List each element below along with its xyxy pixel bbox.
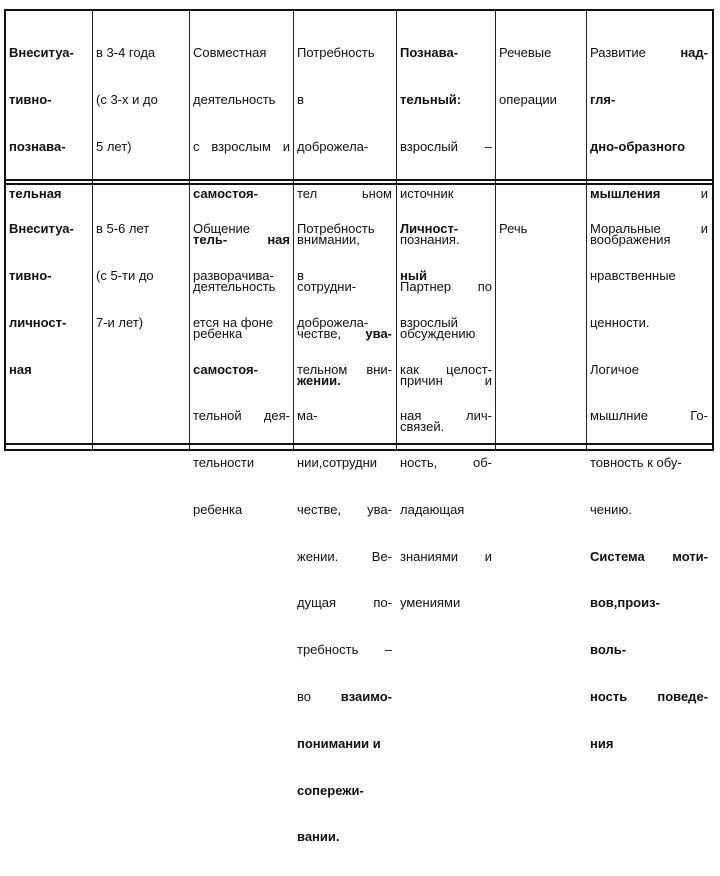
text-line (297, 689, 392, 705)
word: причин (400, 372, 443, 388)
text-line (590, 221, 708, 237)
word: тельный: (400, 91, 462, 107)
word: мышлние (590, 408, 648, 424)
text-line: познава- (9, 138, 66, 154)
column-divider (293, 11, 294, 449)
text-line (193, 408, 290, 424)
text-line (590, 362, 708, 378)
text-line (400, 221, 492, 237)
word: доброжела- (297, 314, 369, 330)
word: деятельность (193, 279, 276, 295)
word: разворачива- (193, 267, 274, 283)
word: над- (680, 45, 708, 61)
word: деятельность (193, 91, 276, 107)
column-divider (586, 11, 587, 449)
word: по (477, 279, 492, 295)
word: требность (297, 642, 359, 658)
text-line (297, 268, 392, 284)
word: Познава- (400, 45, 459, 61)
text-line (400, 502, 492, 518)
word: Потребность (297, 45, 375, 61)
text-line: личност- (9, 314, 67, 330)
word: ценности. (590, 314, 650, 330)
text-line (297, 595, 392, 611)
column-divider (189, 11, 190, 449)
word: честве, (297, 501, 342, 517)
word: Партнер (400, 279, 452, 295)
word: мышления (590, 185, 661, 201)
word: и (484, 548, 492, 564)
word: сопережи- (297, 782, 364, 798)
word: Логичое (590, 361, 639, 377)
word: чению. (590, 501, 632, 517)
word: с (193, 138, 200, 154)
text-line (297, 92, 392, 108)
text-line (590, 595, 708, 611)
text-line (590, 549, 708, 565)
text-line: тельная (9, 185, 62, 201)
row2-form-cell (9, 190, 74, 408)
text-line: Речевые (499, 45, 552, 61)
word: познания. (400, 232, 460, 248)
word: тел (297, 185, 318, 201)
text-line (400, 45, 492, 61)
text-line (193, 221, 290, 237)
text-line: 7-и лет) (96, 314, 144, 330)
word: дея- (263, 408, 290, 424)
text-line: операции (499, 91, 557, 107)
text-line: в 5-6 лет (96, 221, 150, 237)
column-divider (396, 11, 397, 449)
text-line: (с 3-х и до (96, 91, 158, 107)
word: самостоя- (193, 185, 258, 201)
row2-activity-cell (193, 190, 290, 549)
word: лич- (466, 408, 492, 424)
word: ребенка (193, 325, 243, 341)
row2-means-cell (499, 190, 527, 268)
word: нравственные (590, 267, 676, 283)
word: во (297, 689, 311, 704)
word: тель- (193, 232, 228, 248)
text-line (297, 221, 392, 237)
word: Потребность (297, 221, 375, 237)
column-divider (92, 11, 93, 449)
word: ния (590, 735, 614, 751)
word: Развитие (590, 45, 646, 61)
text-line (590, 315, 708, 331)
word: обсуждению (400, 325, 476, 341)
word: самостоя- (193, 361, 258, 377)
text-line: (с 5-ти до (96, 267, 154, 283)
row2-age-cell (96, 190, 154, 362)
word: в (297, 91, 304, 107)
word: ность, (400, 455, 438, 471)
row2-motive-cell (400, 190, 492, 642)
text-line (193, 362, 290, 378)
word: Совместная (193, 45, 267, 61)
word: нии,сотрудни (297, 455, 378, 471)
word: доброжела- (297, 138, 369, 154)
text-line (400, 362, 492, 378)
word: вов,произ- (590, 595, 660, 611)
text-line (297, 408, 392, 424)
text-line: Речь (499, 221, 528, 237)
word: взрослым (211, 138, 271, 154)
text-line: в 3-4 года (96, 45, 156, 61)
word: ный (400, 267, 427, 283)
text-line: Внеситуа- (9, 45, 74, 61)
word: по- (373, 595, 392, 611)
development-forms-table (4, 9, 714, 845)
text-line (590, 92, 708, 108)
text-line (193, 92, 290, 108)
text-line: Внеситуа- (9, 221, 74, 237)
word: жении. (297, 372, 341, 388)
text-line (297, 45, 392, 61)
word: вании. (297, 829, 340, 845)
word: товность к обу- (590, 455, 682, 471)
text-line (590, 268, 708, 284)
text-line: 5 лет) (96, 138, 132, 154)
word: и (282, 138, 290, 154)
column-divider (495, 11, 496, 449)
row1-age-cell (96, 14, 158, 186)
word: и (700, 185, 708, 201)
text-line: тивно- (9, 267, 52, 283)
text-line (590, 408, 708, 424)
text-line (193, 45, 290, 61)
word: Моральные (590, 221, 661, 237)
word: – (484, 138, 492, 154)
word: взрослый (400, 138, 458, 154)
word: в (297, 267, 304, 283)
word: Ве- (371, 548, 392, 564)
text-line (297, 549, 392, 565)
word: ная (400, 408, 422, 424)
text-line (400, 408, 492, 424)
word: дно-образного (590, 138, 686, 154)
text-line (400, 268, 492, 284)
word: тельной (193, 408, 242, 424)
text-line (297, 736, 392, 752)
text-line (297, 455, 392, 471)
word: тельном (297, 361, 348, 377)
text-line (297, 783, 392, 799)
word: источник (400, 185, 454, 201)
text-line (193, 315, 290, 331)
word: моти- (672, 548, 708, 564)
word: взрослый (400, 314, 458, 330)
word: ува- (365, 325, 392, 341)
word: Личност- (400, 221, 459, 237)
word: – (384, 642, 392, 658)
text-line: тивно- (9, 91, 52, 107)
word: ная (267, 232, 290, 248)
text-line (590, 455, 708, 471)
word: поведе- (657, 689, 708, 704)
word: сотрудни- (297, 279, 357, 295)
text-line (400, 315, 492, 331)
word: честве, (297, 325, 342, 341)
word: гля- (590, 91, 616, 107)
text-line (297, 642, 392, 658)
word: об- (472, 455, 492, 471)
word: дущая (297, 595, 337, 611)
word: и (700, 221, 708, 237)
text-line (400, 595, 492, 611)
text-line (400, 455, 492, 471)
text-line (297, 139, 392, 155)
word: умениями (400, 595, 461, 611)
word: и (484, 372, 492, 388)
word: Го- (690, 408, 708, 424)
row2-development-cell (590, 190, 708, 783)
text-line (297, 502, 392, 518)
text-line (590, 736, 708, 752)
row2-need-cell (297, 190, 392, 876)
text-line (590, 642, 708, 658)
text-line (590, 45, 708, 61)
word: тельности (193, 455, 255, 471)
text-line (590, 502, 708, 518)
word: связей. (400, 419, 445, 435)
text-line (400, 92, 492, 108)
word: ется на фоне (193, 314, 274, 330)
word: жении. (297, 548, 339, 564)
word: воображения (590, 232, 671, 248)
text-line (297, 829, 392, 845)
word: знаниями (400, 548, 459, 564)
text-line (400, 139, 492, 155)
text-line (193, 268, 290, 284)
text-line (590, 689, 708, 705)
word: вни- (366, 361, 392, 377)
word: ность (590, 689, 628, 704)
text-line (590, 139, 708, 155)
word: ьном (361, 185, 392, 201)
text-line (193, 502, 290, 518)
row1-means-cell (499, 14, 557, 139)
word: ладающая (400, 501, 465, 517)
word: целост- (446, 361, 492, 377)
word: Общение (193, 221, 251, 237)
text-line (297, 315, 392, 331)
text-line (297, 362, 392, 378)
word: понимании и (297, 735, 381, 751)
word: как (400, 361, 419, 377)
text-line (193, 455, 290, 471)
word: Система (590, 548, 645, 564)
word: ува- (367, 501, 392, 517)
word: воль- (590, 642, 627, 658)
word: ма- (297, 408, 318, 424)
word: взаимо- (340, 689, 392, 704)
word: внимании, (297, 232, 360, 248)
text-line: ная (9, 361, 32, 377)
text-line (193, 139, 290, 155)
word: ребенка (193, 501, 243, 517)
text-line (400, 549, 492, 565)
